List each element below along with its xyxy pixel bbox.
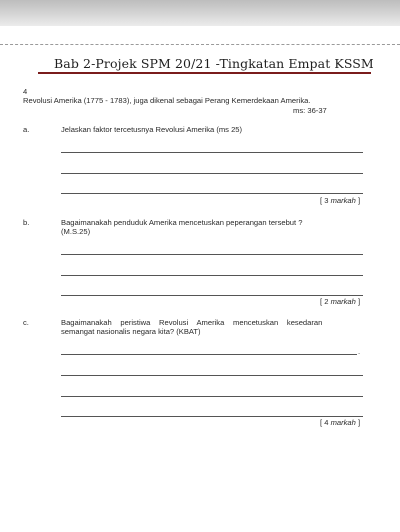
scan-top-band <box>0 0 400 26</box>
answer-line <box>61 275 363 276</box>
part-c-question-line1: Bagaimanakah peristiwa Revolusi Amerika mencetuskan kesedaran <box>61 318 323 327</box>
part-c-marks: [ 4 markah ] <box>320 418 361 427</box>
answer-line <box>61 173 363 174</box>
answer-line <box>61 416 363 417</box>
part-c-label: c. <box>23 318 29 327</box>
part-a-marks: [ 3 markah ] <box>320 196 361 205</box>
question-page-ref: ms: 36-37 <box>293 106 327 115</box>
question-stem: Revolusi Amerika (1775 - 1783), juga dikenal sebagai Perang Kemerdekaan Amerika. <box>23 96 311 105</box>
question-number: 4 <box>23 87 28 96</box>
answer-line <box>61 375 363 376</box>
part-b-label: b. <box>23 218 30 227</box>
header-underline <box>38 72 371 74</box>
answer-line <box>61 254 363 255</box>
answer-line-dot: . <box>358 347 361 356</box>
answer-line <box>61 354 357 355</box>
part-b-question-line2: (M.S.25) <box>61 227 91 236</box>
answer-line <box>61 152 363 153</box>
answer-line <box>61 193 363 194</box>
part-a-question: Jelaskan faktor tercetusnya Revolusi Amerika (ms 25) <box>61 125 243 134</box>
page-top-rule <box>0 44 400 45</box>
answer-line <box>61 396 363 397</box>
part-b-question-line1: Bagaimanakah penduduk Amerika mencetuskan peperangan tersebut ? <box>61 218 303 227</box>
answer-line <box>61 295 363 296</box>
page-header-title: Bab 2-Projek SPM 20/21 -Tingkatan Empat KSSM <box>54 56 374 71</box>
part-b-marks: [ 2 markah ] <box>320 297 361 306</box>
part-a-label: a. <box>23 125 30 134</box>
part-c-question-line2: semangat nasionalis negara kita? (KBAT) <box>61 327 201 336</box>
